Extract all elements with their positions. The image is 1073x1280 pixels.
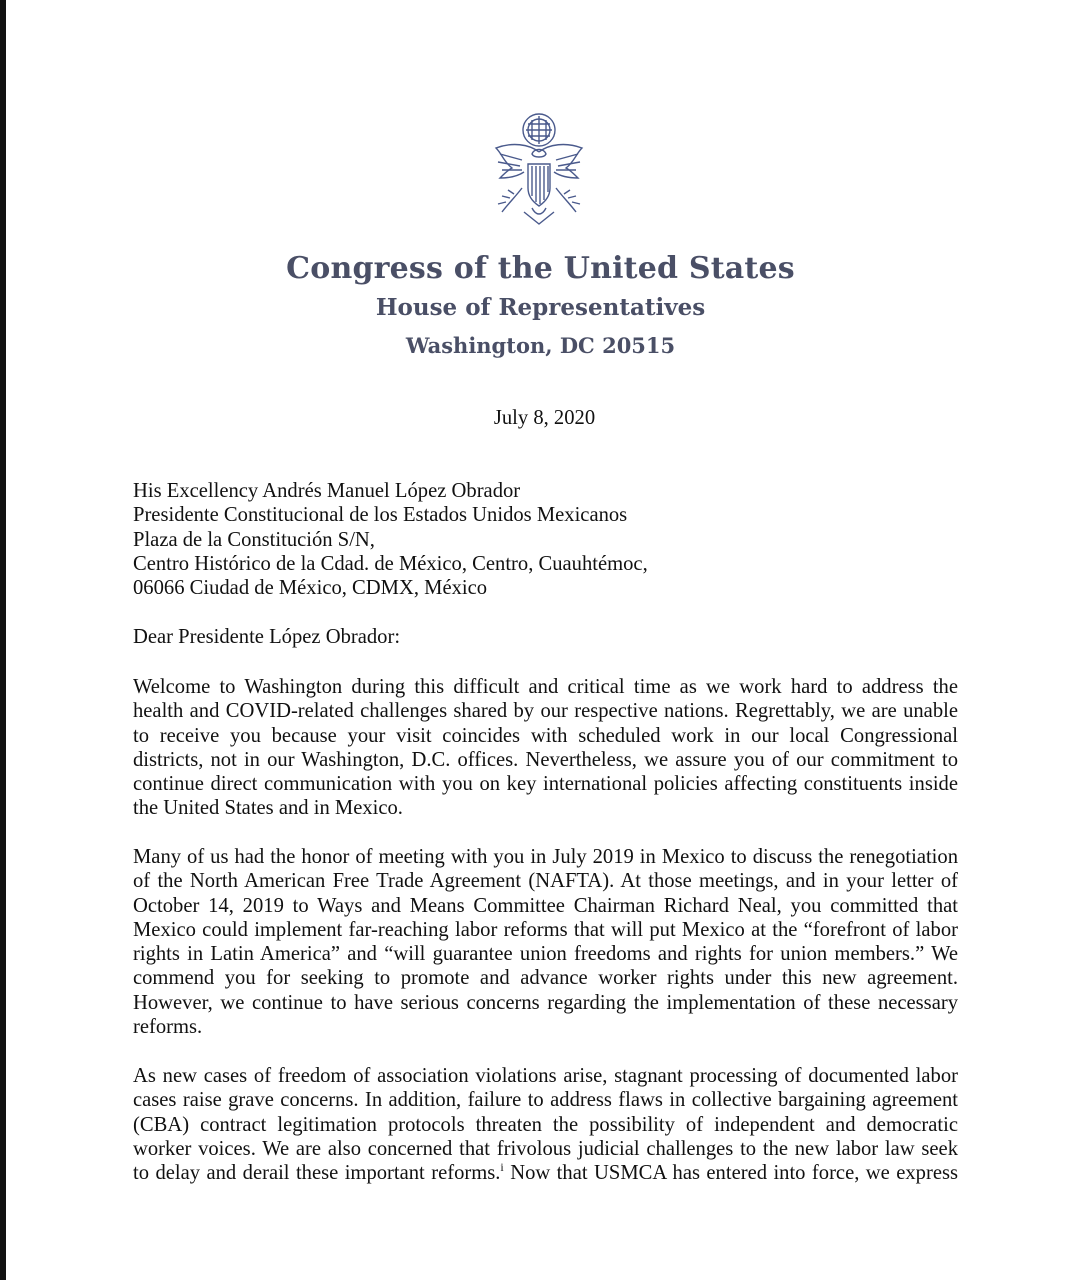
recipient-street: Plaza de la Constitución S/N, [133, 528, 375, 551]
letterhead-congress: Congress of the United States [286, 251, 795, 286]
paragraph-line: cases raise grave concerns. In addition, failure to address flaws in collective bargaining agreement [133, 1089, 958, 1112]
letter-date: July 8, 2020 [493, 407, 596, 429]
paragraph-line: health and COVID-related challenges shared by our respective nations. Regrettably, we are unable [133, 700, 958, 723]
paragraph-line: reforms. [133, 1016, 203, 1039]
house-seal-eagle-icon [482, 108, 596, 230]
paragraph-line: of the North American Free Trade Agreement (NAFTA). At those meetings, and in your letter of [133, 870, 958, 893]
paragraph-welcome [133, 675, 958, 821]
footnote-marker[interactable]: i [500, 1160, 504, 1175]
recipient-address [133, 479, 963, 600]
line-text-start: to delay and derail these important reforms. [133, 1162, 501, 1185]
recipient-name: His Excellency Andrés Manuel López Obrador [133, 480, 521, 502]
line-text-end: Now that USMCA has entered into force, we express [503, 1162, 958, 1185]
paragraph-nafta [133, 845, 958, 1039]
letterhead-house: House of Representatives [375, 294, 706, 321]
paragraph-line: continue direct communication with you on key international policies affecting constituents inside [133, 773, 958, 796]
paragraph-line: to receive you because your visit coincides with scheduled work in our local Congressional [133, 724, 958, 747]
paragraph-line: Mexico could implement far-reaching labor reforms that will put Mexico at the “forefront of labor [133, 918, 958, 941]
salutation: Dear Presidente López Obrador: [133, 626, 401, 648]
paragraph-line: the United States and in Mexico. [133, 797, 403, 820]
paragraph-line: commend you for seeking to promote and advance worker rights under this new agreement. [133, 967, 958, 990]
recipient-district: Centro Histórico de la Cdad. de México, Centro, Cuauhtémoc, [133, 552, 648, 575]
paragraph-line: Many of us had the honor of meeting with you in July 2019 in Mexico to discuss the renegotiation [133, 846, 958, 868]
paragraph-line: October 14, 2019 to Ways and Means Committee Chairman Richard Neal, you committed that [133, 894, 958, 917]
paragraph-concerns [133, 1064, 958, 1185]
paragraph-line: (CBA) contract legitimation protocols threaten the possibility of independent and democratic [133, 1113, 958, 1136]
paragraph-line: worker voices. We are also concerned that frivolous judicial challenges to the new labor law seek [133, 1137, 958, 1160]
recipient-city: 06066 Ciudad de México, CDMX, México [133, 577, 488, 600]
paragraph-line: rights in Latin America” and “will guarantee union freedoms and rights for union members.” We [133, 943, 958, 966]
paragraph-line: As new cases of freedom of association violations arise, stagnant processing of documented labor [133, 1065, 958, 1087]
letterhead-address: Washington, DC 20515 [405, 333, 676, 358]
scan-edge-shadow [0, 0, 6, 1280]
recipient-title: Presidente Constitucional de los Estados Unidos Mexicanos [133, 504, 628, 527]
paragraph-line: However, we continue to have serious concerns regarding the implementation of these necessary [133, 991, 958, 1014]
paragraph-line: districts, not in our Washington, D.C. offices. Nevertheless, we assure you of our commitment to [133, 748, 958, 771]
paragraph-line: Welcome to Washington during this difficult and critical time as we work hard to address the [133, 676, 958, 698]
paragraph-line-with-footnote [133, 1161, 958, 1185]
